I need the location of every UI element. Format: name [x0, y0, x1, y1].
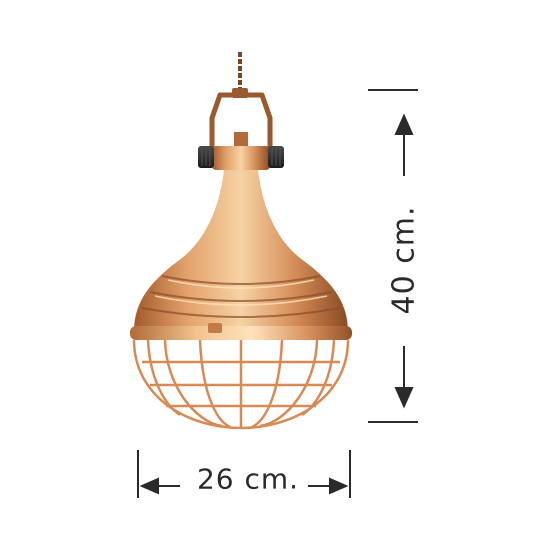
width-dimension-label: 26 cm.: [193, 463, 303, 496]
left-adjustment-knob: [198, 146, 214, 168]
socket-housing: [212, 146, 270, 170]
right-adjustment-knob: [268, 146, 284, 168]
hanger-top-clamp: [232, 88, 248, 98]
socket-neck: [234, 132, 248, 146]
cage-clip: [208, 323, 222, 333]
lamp-shade: [134, 170, 348, 332]
wire-cage: [134, 340, 348, 428]
shade-rim: [130, 326, 352, 340]
height-dimension-label: 40 cm.: [386, 205, 422, 315]
